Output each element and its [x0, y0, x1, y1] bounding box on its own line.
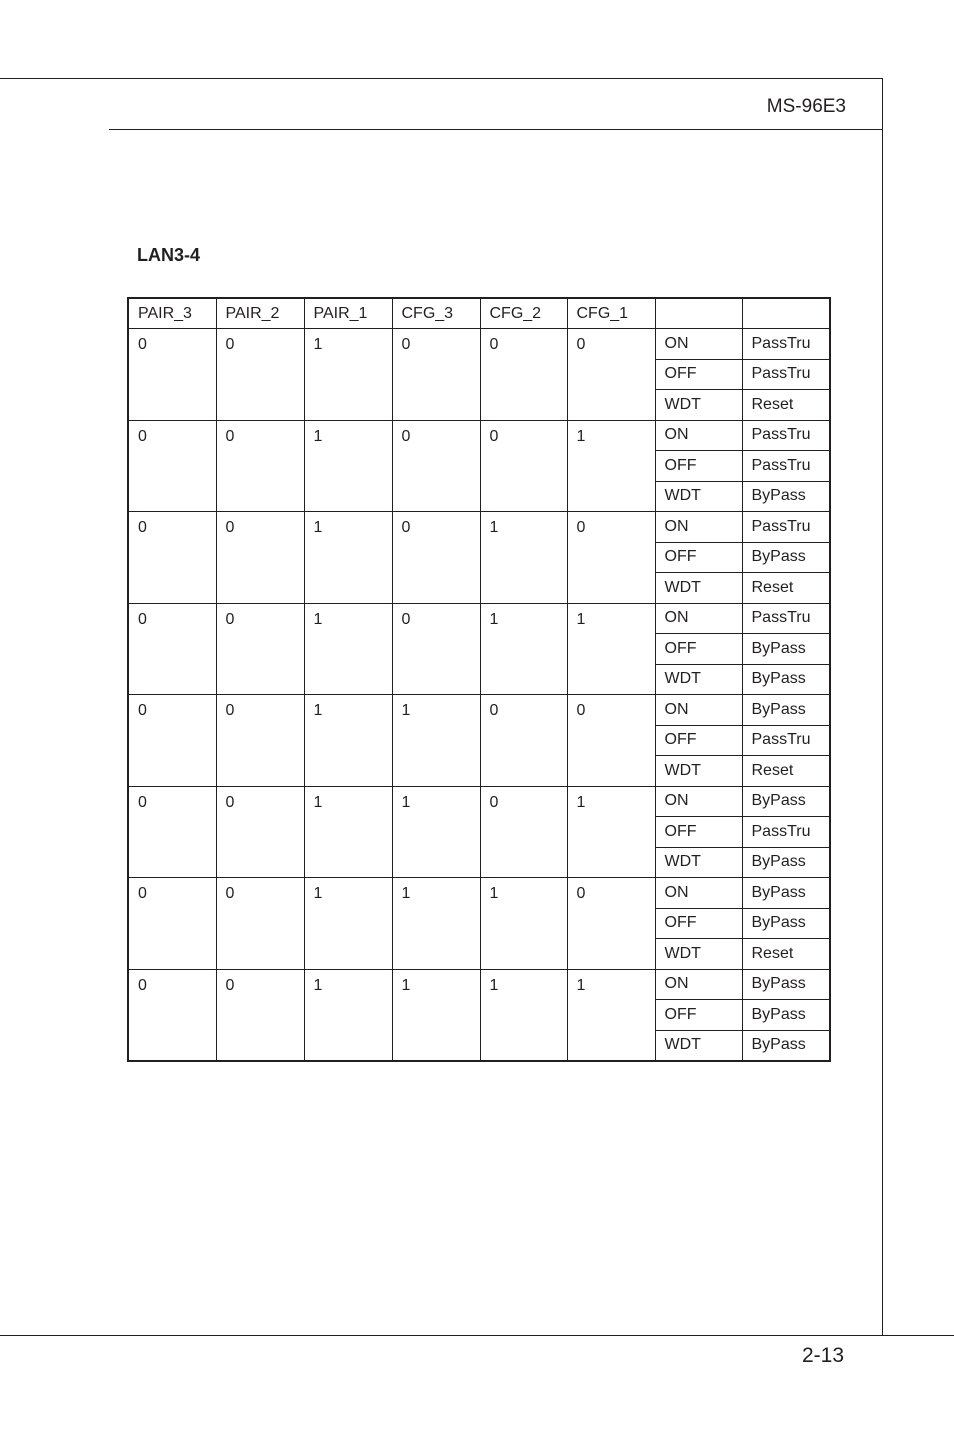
cell-result: PassTru	[742, 329, 830, 360]
cell-state: ON	[655, 512, 742, 543]
cell-pair-1: 1	[304, 786, 392, 878]
cell-pair-2: 0	[216, 695, 304, 787]
cell-cfg-2: 0	[480, 329, 567, 421]
cell-cfg-2: 1	[480, 512, 567, 604]
cell-pair-1: 1	[304, 512, 392, 604]
cell-pair-2: 0	[216, 420, 304, 512]
cell-result: Reset	[742, 573, 830, 604]
cell-result: ByPass	[742, 634, 830, 665]
cell-state: WDT	[655, 756, 742, 787]
cell-state: ON	[655, 603, 742, 634]
column-header-result	[742, 298, 830, 329]
cell-state: ON	[655, 420, 742, 451]
cell-state: OFF	[655, 634, 742, 665]
cell-state: ON	[655, 786, 742, 817]
cell-result: PassTru	[742, 451, 830, 482]
cell-state: ON	[655, 969, 742, 1000]
column-header-cfg-1: CFG_1	[567, 298, 655, 329]
cell-result: ByPass	[742, 1000, 830, 1031]
cell-cfg-3: 0	[392, 512, 480, 604]
cell-state: WDT	[655, 1030, 742, 1061]
page-number: 2-13	[801, 1344, 844, 1367]
cell-pair-1: 1	[304, 969, 392, 1061]
cell-cfg-2: 1	[480, 603, 567, 695]
cell-pair-3: 0	[128, 878, 216, 970]
right-rule	[882, 78, 883, 1335]
cell-cfg-1: 0	[567, 329, 655, 421]
lan-config-table	[127, 297, 831, 1062]
cell-state: ON	[655, 878, 742, 909]
cell-pair-2: 0	[216, 969, 304, 1061]
cell-state: OFF	[655, 817, 742, 848]
cell-state: OFF	[655, 1000, 742, 1031]
cell-result: ByPass	[742, 786, 830, 817]
cell-state: OFF	[655, 359, 742, 390]
cell-state: WDT	[655, 390, 742, 421]
column-header-cfg-3: CFG_3	[392, 298, 480, 329]
cell-result: PassTru	[742, 725, 830, 756]
cell-cfg-3: 0	[392, 603, 480, 695]
cell-state: OFF	[655, 725, 742, 756]
cell-cfg-2: 0	[480, 786, 567, 878]
cell-result: ByPass	[742, 878, 830, 909]
cell-result: ByPass	[742, 695, 830, 726]
cell-pair-3: 0	[128, 603, 216, 695]
column-header-cfg-2: CFG_2	[480, 298, 567, 329]
cell-result: PassTru	[742, 817, 830, 848]
cell-pair-2: 0	[216, 878, 304, 970]
table-row	[128, 603, 830, 634]
cell-cfg-1: 1	[567, 603, 655, 695]
cell-cfg-3: 0	[392, 420, 480, 512]
cell-pair-3: 0	[128, 420, 216, 512]
cell-cfg-3: 1	[392, 878, 480, 970]
cell-pair-3: 0	[128, 786, 216, 878]
cell-cfg-1: 0	[567, 512, 655, 604]
cell-pair-3: 0	[128, 695, 216, 787]
cell-cfg-3: 1	[392, 695, 480, 787]
cell-pair-2: 0	[216, 786, 304, 878]
table-row	[128, 420, 830, 451]
cell-pair-1: 1	[304, 420, 392, 512]
column-header-pair-2: PAIR_2	[216, 298, 304, 329]
cell-result: PassTru	[742, 420, 830, 451]
cell-pair-1: 1	[304, 878, 392, 970]
cell-cfg-1: 1	[567, 969, 655, 1061]
table-row	[128, 969, 830, 1000]
cell-pair-3: 0	[128, 329, 216, 421]
cell-cfg-3: 1	[392, 969, 480, 1061]
cell-cfg-2: 0	[480, 420, 567, 512]
cell-pair-3: 0	[128, 969, 216, 1061]
cell-result: Reset	[742, 390, 830, 421]
cell-pair-2: 0	[216, 512, 304, 604]
cell-result: PassTru	[742, 512, 830, 543]
cell-cfg-1: 0	[567, 878, 655, 970]
cell-result: Reset	[742, 756, 830, 787]
cell-result: ByPass	[742, 664, 830, 695]
cell-pair-1: 1	[304, 603, 392, 695]
cell-result: PassTru	[742, 603, 830, 634]
cell-pair-1: 1	[304, 329, 392, 421]
cell-pair-3: 0	[128, 512, 216, 604]
table-row	[128, 878, 830, 909]
cell-pair-2: 0	[216, 603, 304, 695]
cell-state: OFF	[655, 908, 742, 939]
cell-result: PassTru	[742, 359, 830, 390]
cell-state: ON	[655, 329, 742, 360]
cell-cfg-2: 1	[480, 969, 567, 1061]
cell-state: OFF	[655, 451, 742, 482]
cell-cfg-2: 1	[480, 878, 567, 970]
cell-cfg-1: 0	[567, 695, 655, 787]
table-row	[128, 786, 830, 817]
top-rule	[0, 78, 883, 79]
model-number: MS-96E3	[766, 96, 846, 117]
column-header-state	[655, 298, 742, 329]
cell-cfg-3: 0	[392, 329, 480, 421]
table-row	[128, 512, 830, 543]
cell-cfg-1: 1	[567, 786, 655, 878]
cell-state: WDT	[655, 847, 742, 878]
cell-state: WDT	[655, 573, 742, 604]
bottom-rule	[0, 1335, 954, 1336]
cell-cfg-3: 1	[392, 786, 480, 878]
table-header-row	[128, 298, 830, 329]
cell-cfg-2: 0	[480, 695, 567, 787]
cell-pair-1: 1	[304, 695, 392, 787]
column-header-pair-1: PAIR_1	[304, 298, 392, 329]
cell-result: Reset	[742, 939, 830, 970]
column-header-pair-3: PAIR_3	[128, 298, 216, 329]
cell-state: WDT	[655, 939, 742, 970]
cell-state: WDT	[655, 664, 742, 695]
cell-state: OFF	[655, 542, 742, 573]
cell-pair-2: 0	[216, 329, 304, 421]
cell-result: ByPass	[742, 847, 830, 878]
section-title: LAN3-4	[137, 245, 201, 265]
cell-result: ByPass	[742, 542, 830, 573]
cell-cfg-1: 1	[567, 420, 655, 512]
table-row	[128, 695, 830, 726]
cell-state: ON	[655, 695, 742, 726]
cell-result: ByPass	[742, 1030, 830, 1061]
table-body	[128, 329, 830, 1061]
cell-state: WDT	[655, 481, 742, 512]
cell-result: ByPass	[742, 969, 830, 1000]
header-rule	[109, 129, 883, 130]
table-row	[128, 329, 830, 360]
cell-result: ByPass	[742, 908, 830, 939]
cell-result: ByPass	[742, 481, 830, 512]
